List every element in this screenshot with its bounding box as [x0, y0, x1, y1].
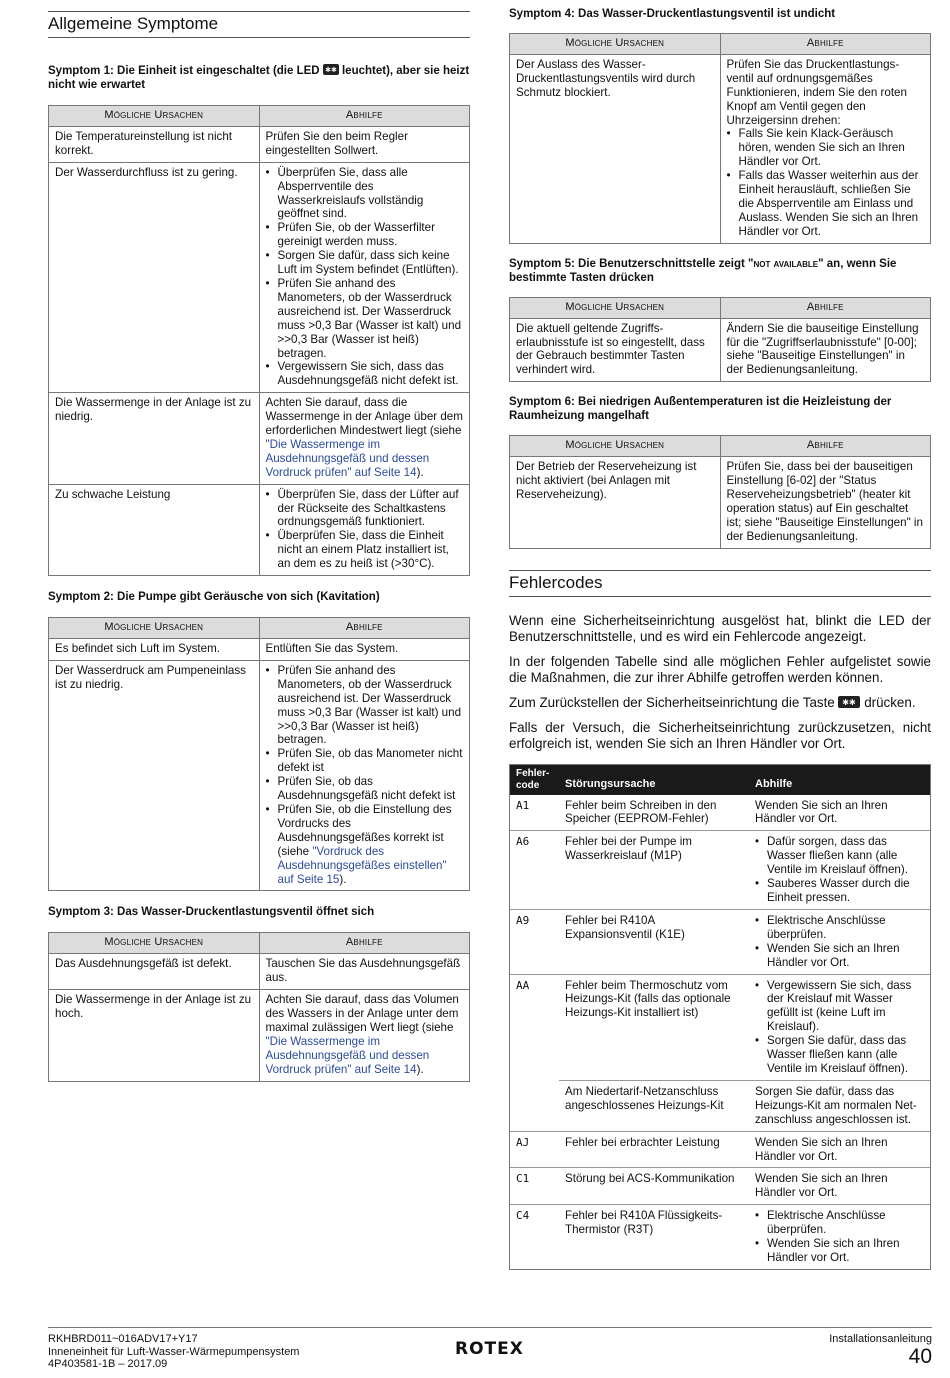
table-row — [510, 831, 930, 910]
paragraph: Falls der Versuch, die Sicherheitseinrichtung zurückzusetzen, nicht erfolgreich ist, wenden Sie sich an Ihren Händler vor Ort. — [509, 719, 931, 751]
table-row — [510, 54, 931, 243]
table-row — [49, 639, 470, 661]
cause-cell: Am Niedertarif-Netzanschluss angeschlossenes Heizungs-Kit — [559, 1080, 749, 1131]
table-row — [49, 162, 470, 393]
cause-cell: Die Wassermenge in der Anlage ist zu hoch. — [49, 990, 260, 1081]
remedy-bullet: • Vergewissern Sie sich, dass das Ausdehnungsgefäß nicht defekt ist. — [278, 360, 464, 388]
paragraph: In der folgenden Tabelle sind alle möglichen Fehler aufgelistet sowie die Maßnahmen, die zur ihrer Abhilfe getroffen werden können. — [509, 653, 931, 685]
cause-cell: Die Temperatureinstellung ist nicht korrekt. — [49, 126, 260, 162]
remedy-bullet: • Sorgen Sie dafür, dass sich keine Luft im System befindet (Entlüften). — [278, 249, 464, 277]
col-header-causes: Mögliche Ursachen — [510, 297, 721, 318]
section-title-allgemeine-symptome: Allgemeine Symptome — [48, 11, 470, 38]
table-row — [510, 909, 930, 974]
remedy-cell: Wenden Sie sich an Ihren Händler vor Ort. — [749, 1168, 930, 1205]
cause-cell: Der Wasserdurchfluss ist zu gering. — [49, 162, 260, 393]
symptom-3-table — [48, 932, 470, 1081]
remedy-cell — [749, 909, 930, 974]
reset-button-icon — [838, 696, 860, 708]
remedy-cell: Tauschen Sie das Ausdehnungsgefäß aus. — [259, 954, 470, 990]
symptom-1-title: Symptom 1: Die Einheit ist eingeschaltet (die LED ✱✱ leuchtet), aber sie heizt nicht wie erwartet — [48, 65, 470, 91]
remedy-cell — [749, 1205, 930, 1269]
right-column — [509, 0, 931, 1270]
table-row — [510, 974, 930, 1080]
symptom-2-title: Symptom 2: Die Pumpe gibt Geräusche von sich (Kavitation) — [48, 591, 380, 604]
page-reference-link[interactable]: "Vordruck des Ausdehnungsgefäßes einstellen" auf Seite 15 — [277, 844, 447, 886]
table-row — [49, 393, 470, 484]
cause-cell: Die Wassermenge in der Anlage ist zu niedrig. — [49, 393, 260, 484]
col-header-remedy: Abhilfe — [749, 765, 930, 795]
remedy-cell: Wenden Sie sich an Ihren Händler vor Ort. — [749, 1131, 930, 1168]
remedy-cell — [749, 831, 930, 910]
cause-cell: Der Auslass des Wasser-Druckentlastungsventils wird durch Schmutz blockiert. — [510, 54, 721, 243]
error-code: AJ — [510, 1131, 559, 1168]
table-row — [510, 1080, 930, 1131]
remedy-cell: Prüfen Sie das Druckentlastungs-ventil auf ordnungsgemäßes Funktionieren, indem Sie den roten Knopf am Ventil gegen den Uhrzeigersinn drehen: • Falls Sie kein Klack-Geräusch hören, wenden Sie sich an Ihren Händler vor Ort. • Falls das Wasser weiterhin aus der Einheit herausläuft, schließen Sie die Absperrventile am Einlass und Auslass. Wenden Sie sich an Ihren Händler vor Ort. — [720, 54, 931, 243]
symptom-5-title: Symptom 5: Die Benutzerschnittstelle zeigt "not available" an, wenn Sie bestimmte Tasten drücken — [509, 257, 897, 284]
col-header-remedy: Abhilfe — [259, 618, 470, 639]
cause-cell: Fehler beim Schreiben in den Speicher (EEPROM-Fehler) — [559, 795, 749, 831]
error-code: A9 — [510, 909, 559, 974]
remedy-cell: Wenden Sie sich an Ihren Händler vor Ort. — [749, 795, 930, 831]
remedy-bullet: • Prüfen Sie, ob das Manometer nicht defekt ist — [278, 747, 464, 775]
col-header-remedy: Abhilfe — [720, 436, 931, 457]
table-row — [510, 1205, 930, 1269]
paragraph: Wenn eine Sicherheitseinrichtung ausgelöst hat, blinkt die LED der Benutzerschnittstelle, und es wird ein Fehlercode angezeigt. — [509, 612, 931, 644]
cause-cell: Die aktuell geltende Zugriffs-erlaubnisstufe ist so eingestellt, dass der Gebrauch bestimmter Tasten verhindert wird. — [510, 318, 721, 382]
error-code — [510, 1080, 559, 1131]
left-column — [48, 0, 470, 1082]
remedy-bullet: • Elektrische Anschlüsse überprüfen. — [767, 914, 924, 942]
remedy-bullet: • Prüfen Sie anhand des Manometers, ob der Wasserdruck ausreichend ist. Der Wasserdruck muss >0,3 Bar (Wasser ist kalt) und >>0,3 Bar (Wasser ist heiß) betragen. — [278, 664, 464, 747]
col-header-causes: Mögliche Ursachen — [510, 436, 721, 457]
remedy-bullet: • Prüfen Sie, ob der Wasserfilter gereinigt werden muss. — [278, 221, 464, 249]
remedy-bullet: • Prüfen Sie, ob das Ausdehnungsgefäß nicht defekt ist — [278, 775, 464, 803]
col-header-causes: Mögliche Ursachen — [510, 34, 721, 55]
remedy-cell — [749, 974, 930, 1080]
cause-cell: Das Ausdehnungsgefäß ist defekt. — [49, 954, 260, 990]
error-code: C4 — [516, 1209, 530, 1223]
col-header-cause: Störungsursache — [559, 765, 749, 795]
remedy-bullet: • Falls das Wasser weiterhin aus der Einheit herausläuft, schließen Sie die Absperrventile am Einlass und Auslass. Wenden Sie sich an Ihren Händler vor Ort. — [739, 169, 925, 239]
table-row — [510, 1168, 930, 1205]
footer-right — [829, 1333, 932, 1368]
cause-cell: Fehler bei erbrachter Leistung — [559, 1131, 749, 1168]
table-row — [49, 660, 470, 891]
cause-cell: Der Wasserdruck am Pumpeneinlass ist zu niedrig. — [49, 660, 260, 891]
symptom-2-table — [48, 617, 470, 891]
remedy-bullet: • Vergewissern Sie sich, dass der Kreislauf mit Wasser gefüllt ist (keine Luft im Kreislauf). — [767, 979, 924, 1035]
col-header-causes: Mögliche Ursachen — [49, 106, 260, 127]
col-header-causes: Mögliche Ursachen — [49, 933, 260, 954]
cause-cell: Fehler bei R410A Expansionsventil (K1E) — [559, 909, 749, 974]
remedy-cell: Prüfen Sie, dass bei der bauseitigen Einstellung [6-02] der "Status Reserveheizungsbetrieb" (heater kit operation status) auf Ein geschaltet ist; siehe "Bauseitige Einstellungen" in der Bedienungsanleitung. — [720, 457, 931, 548]
error-code: C1 — [510, 1168, 559, 1205]
remedy-bullet: • Sorgen Sie dafür, dass das Wasser fließen kann (alle Ventile im Kreislauf öffnen). — [767, 1034, 924, 1076]
col-header-remedy: Abhilfe — [259, 933, 470, 954]
remedy-bullet: • Elektrische Anschlüsse überprüfen. — [767, 1209, 924, 1237]
product-description: Inneneinheit für Luft-Wasser-Wärmepumpensystem — [48, 1345, 300, 1358]
remedy-bullet: • Überprüfen Sie, dass die Einheit nicht an einem Platz installiert ist, an dem es zu heiß ist (>30°C). — [278, 529, 464, 571]
cause-cell: Der Betrieb der Reserveheizung ist nicht aktiviert (bei Anlagen mit Reserveheizung). — [510, 457, 721, 548]
document-number: 4P403581-1B – 2017.09 — [48, 1358, 168, 1370]
remedy-bullet: • Dafür sorgen, dass das Wasser fließen kann (alle Ventile im Kreislauf öffnen). — [767, 835, 924, 877]
table-row — [49, 126, 470, 162]
document-type: Installationsanleitung — [829, 1333, 932, 1345]
table-row — [510, 318, 931, 382]
remedy-bullet: • Überprüfen Sie, dass der Lüfter auf der Rückseite des Schaltkastens ordnungsgemäß funktioniert. — [278, 488, 464, 530]
table-row — [510, 795, 930, 831]
table-row — [49, 954, 470, 990]
table-row — [49, 484, 470, 575]
col-header-remedy: Abhilfe — [259, 106, 470, 127]
remedy-cell: Achten Sie darauf, dass das Volumen des Wassers in der Anlage unter dem maximal zulässigen Wert liegt (siehe "Die Wassermenge im Ausdehnungsgefäß und dessen Vordruck prüfen" auf Seite 14). — [259, 990, 470, 1081]
table-row — [49, 990, 470, 1081]
col-header-code: Fehler- code — [510, 765, 559, 795]
remedy-bullet: • Überprüfen Sie, dass alle Absperrventile des Wasserkreislaufs vollständig geöffnet sind. — [278, 166, 464, 222]
symptom-5-table — [509, 297, 931, 383]
page-reference-link[interactable]: "Die Wassermenge im Ausdehnungsgefäß und dessen Vordruck prüfen" auf Seite 14 — [265, 437, 430, 479]
footer-left — [48, 1333, 299, 1371]
symptom-3-title: Symptom 3: Das Wasser-Druckentlastungsventil öffnet sich — [48, 906, 375, 919]
svg-text:✱✱: ✱✱ — [324, 66, 337, 74]
symptom-6-table — [509, 435, 931, 548]
not-available-code: not available — [753, 257, 819, 270]
symptom-4-table — [509, 33, 931, 244]
cause-cell: Zu schwache Leistung — [49, 484, 260, 575]
error-code: A1 — [510, 795, 559, 831]
cause-cell: Es befindet sich Luft im System. — [49, 639, 260, 661]
error-code: A6 — [510, 831, 559, 910]
symptom-1-table — [48, 105, 470, 576]
error-code-table-wrapper — [509, 764, 931, 1270]
remedy-bullet: • Wenden Sie sich an Ihren Händler vor Ort. — [767, 942, 924, 970]
remedy-bullet: • Prüfen Sie anhand des Manometers, ob der Wasserdruck ausreichend ist. Der Wasserdruck muss >0,3 Bar (Wasser ist kalt) und >>0,3 Bar (Wasser ist heiß) betragen. — [278, 277, 464, 360]
cause-cell: Fehler bei R410A Flüssigkeits-Thermistor (R3T) — [565, 1209, 723, 1237]
remedy-bullet: • Prüfen Sie, ob die Einstellung des Vordrucks des Ausdehnungsgefäßes korrekt ist (siehe "Vordruck des Ausdehnungsgefäßes einstellen" auf Seite 15). — [278, 803, 464, 886]
remedy-bullet: • Wenden Sie sich an Ihren Händler vor Ort. — [767, 1237, 924, 1265]
remedy-cell — [259, 484, 470, 575]
remedy-bullet: • Sauberes Wasser durch die Einheit pressen. — [767, 877, 924, 905]
paragraph: Zum Zurückstellen der Sicherheitseinrichtung die Taste ✱✱ drücken. — [509, 694, 916, 710]
symptom-4-title: Symptom 4: Das Wasser-Druckentlastungsventil ist undicht — [509, 8, 836, 20]
error-code: AA — [516, 978, 530, 992]
cause-cell: Fehler beim Thermoschutz vom Heizungs-Kit (falls das optionale Heizungs-Kit installiert ist) — [559, 974, 749, 1080]
cause-cell: Fehler bei der Pumpe im Wasserkreislauf (M1P) — [559, 831, 749, 910]
table-row — [510, 1131, 930, 1168]
section-title-fehlercodes: Fehlercodes — [509, 570, 931, 597]
table-row — [510, 457, 931, 548]
cause-cell: Störung bei ACS-Kommunikation — [559, 1168, 749, 1205]
col-header-remedy: Abhilfe — [720, 34, 931, 55]
page-number: 40 — [908, 1344, 932, 1368]
remedy-cell: Ändern Sie die bauseitige Einstellung für die "Zugriffserlaubnisstufe" [0-00]; siehe "Bauseitige Einstellungen" in der Bedienungsanleitung. — [720, 318, 931, 382]
svg-text:✱✱: ✱✱ — [842, 697, 857, 707]
remedy-cell: Sorgen Sie dafür, dass das Heizungs-Kit am normalen Net-zanschluss angeschlossen ist. — [749, 1080, 930, 1131]
error-code-table — [510, 765, 930, 1269]
model-number: RKHBRD011~016ADV17+Y17 — [48, 1333, 198, 1345]
remedy-cell: Prüfen Sie den beim Regler eingestellten Sollwert. — [259, 126, 470, 162]
led-icon — [323, 64, 339, 75]
page-reference-link[interactable]: "Die Wassermenge im Ausdehnungsgefäß und dessen Vordruck prüfen" auf Seite 14 — [265, 1034, 430, 1076]
rotex-logo: ROTEX — [455, 1339, 524, 1359]
remedy-cell: Entlüften Sie das System. — [259, 639, 470, 661]
symptom-6-title: Symptom 6: Bei niedrigen Außentemperaturen ist die Heizleistung der Raumheizung mangelhaft — [509, 396, 892, 423]
remedy-cell — [259, 162, 470, 393]
remedy-bullet: • Falls Sie kein Klack-Geräusch hören, wenden Sie sich an Ihren Händler vor Ort. — [739, 127, 925, 169]
col-header-remedy: Abhilfe — [720, 297, 931, 318]
remedy-cell: Achten Sie darauf, dass die Wassermenge in der Anlage über dem erforderlichen Mindestwert liegt (siehe "Die Wassermenge im Ausdehnungsgefäß und dessen Vordruck prüfen" auf Seite 14). — [259, 393, 470, 484]
col-header-causes: Mögliche Ursachen — [49, 618, 260, 639]
remedy-cell — [259, 660, 470, 891]
